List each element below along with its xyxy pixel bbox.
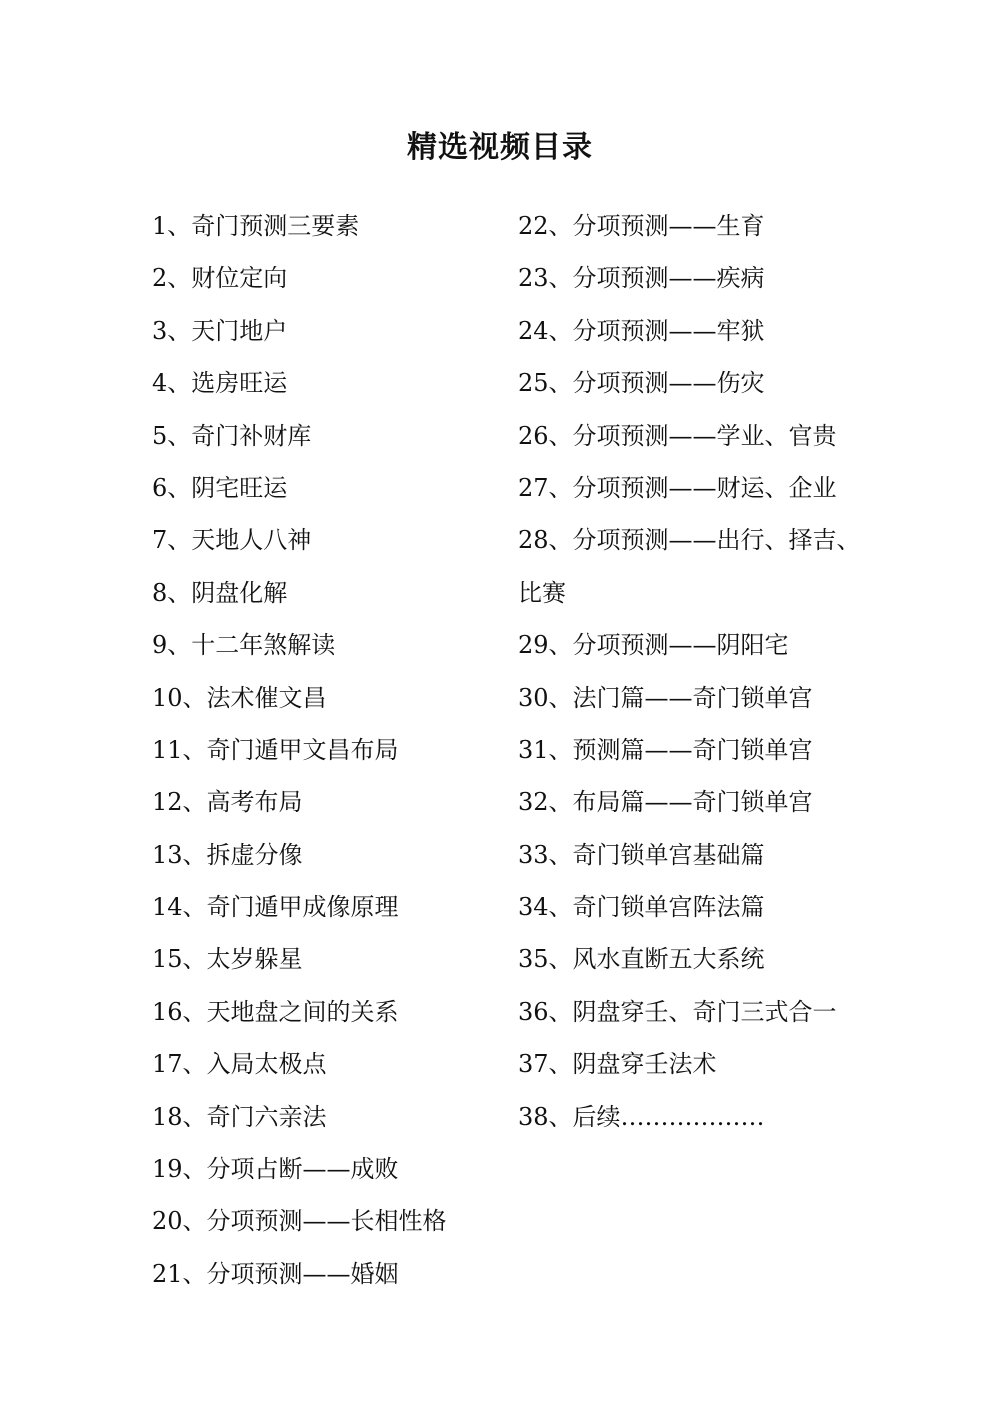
toc-item: 32、布局篇——奇门锁单宫 [518, 788, 813, 817]
toc-item-continuation: 比赛 [518, 578, 566, 607]
toc-item: 38、后续……………… [518, 1102, 765, 1131]
toc-item: 8、阴盘化解 [152, 578, 288, 607]
toc-item: 9、十二年煞解读 [152, 631, 336, 660]
toc-item: 28、分项预测——出行、择吉、 [518, 526, 861, 555]
toc-item: 11、奇门遁甲文昌布局 [152, 735, 399, 764]
toc-item: 29、分项预测——阴阳宅 [518, 631, 789, 660]
toc-item: 20、分项预测——长相性格 [152, 1207, 447, 1236]
toc-item: 34、奇门锁单宫阵法篇 [518, 893, 765, 922]
toc-item: 6、阴宅旺运 [152, 473, 288, 502]
toc-item: 25、分项预测——伤灾 [518, 369, 765, 398]
toc-item: 2、财位定向 [152, 264, 288, 293]
toc-item: 37、阴盘穿壬法术 [518, 1050, 717, 1079]
toc-item: 18、奇门六亲法 [152, 1102, 327, 1131]
toc-item: 5、奇门补财库 [152, 421, 312, 450]
toc-item: 33、奇门锁单宫基础篇 [518, 840, 765, 869]
toc-item: 36、阴盘穿壬、奇门三式合一 [518, 997, 837, 1026]
toc-item: 13、拆虚分像 [152, 840, 303, 869]
page-title: 精选视频目录 [407, 130, 593, 165]
toc-item: 7、天地人八神 [152, 526, 312, 555]
toc-item: 21、分项预测——婚姻 [152, 1259, 399, 1288]
toc-item: 3、天门地户 [152, 316, 288, 345]
toc-item: 19、分项占断——成败 [152, 1155, 399, 1184]
toc-item: 31、预测篇——奇门锁单宫 [518, 735, 813, 764]
toc-item: 30、法门篇——奇门锁单宫 [518, 683, 813, 712]
toc-item: 22、分项预测——生育 [518, 212, 765, 240]
toc-right-column [518, 200, 878, 1143]
toc-item: 23、分项预测——疾病 [518, 264, 765, 293]
toc-item: 12、高考布局 [152, 788, 303, 817]
toc-item: 17、入局太极点 [152, 1050, 327, 1079]
toc-item: 10、法术催文昌 [152, 683, 327, 712]
toc-item: 24、分项预测——牢狱 [518, 316, 765, 345]
toc-item: 1、奇门预测三要素 [152, 212, 360, 240]
toc-item: 27、分项预测——财运、企业 [518, 473, 837, 502]
toc-item: 4、选房旺运 [152, 369, 288, 398]
toc-item: 15、太岁躲星 [152, 945, 303, 974]
toc-item: 14、奇门遁甲成像原理 [152, 893, 399, 922]
toc-item: 35、风水直断五大系统 [518, 945, 765, 974]
toc-item: 26、分项预测——学业、官贵 [518, 421, 837, 450]
toc-item: 16、天地盘之间的关系 [152, 997, 399, 1026]
toc-left-column [152, 200, 502, 1300]
